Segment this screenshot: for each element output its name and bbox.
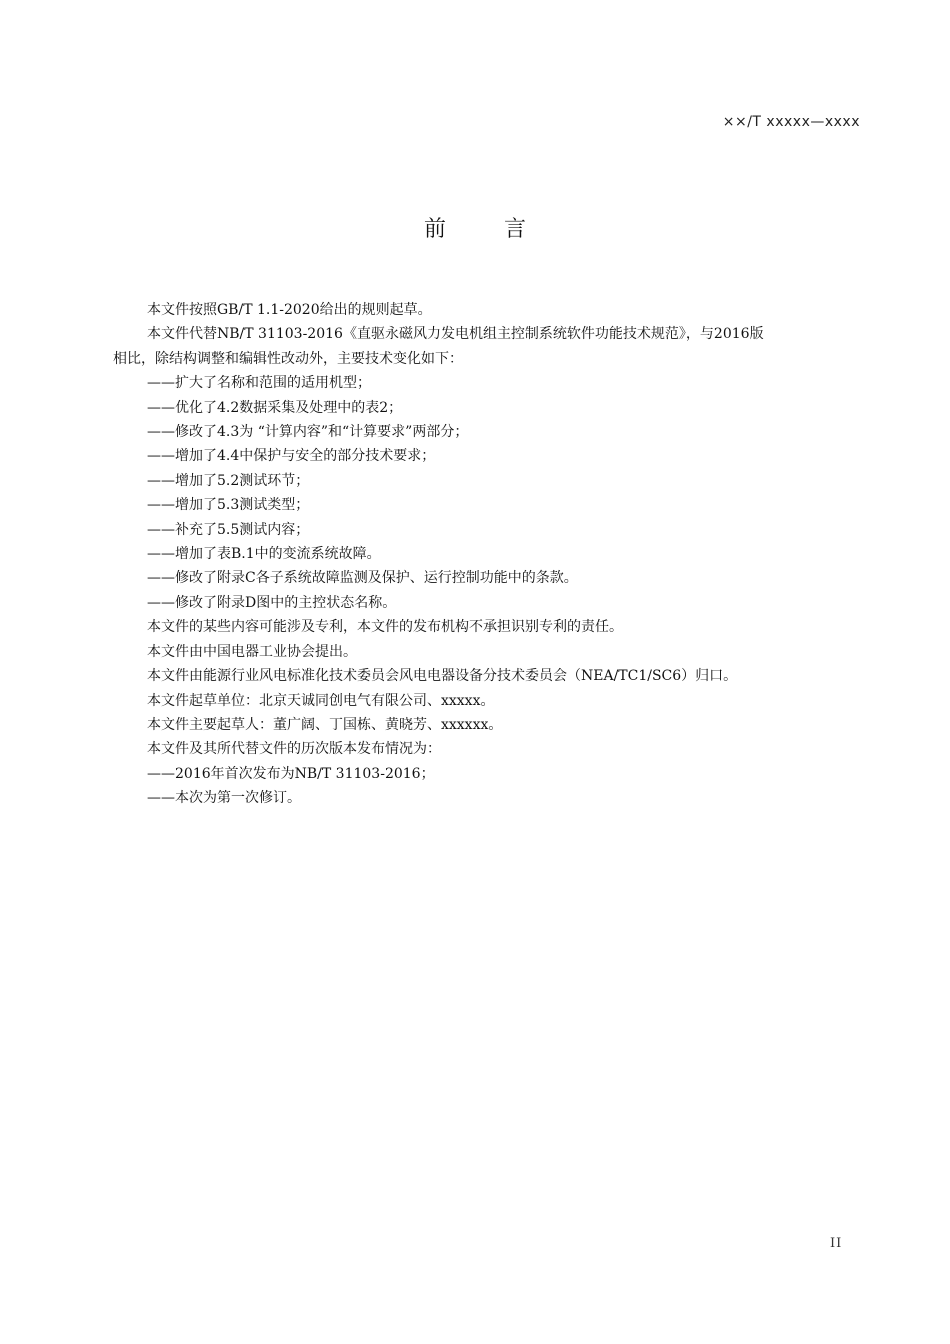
change-item: ——补充了5.5测试内容； — [147, 521, 310, 538]
standard-code-header: ××/T xxxxx—xxxx — [722, 114, 860, 130]
replaces-paragraph-line1: 本文件代替NB/T 31103-2016《直驱永磁风力发电机组主控制系统软件功能技术规范》，与2016版 — [147, 326, 764, 343]
change-item: ——增加了表B.1中的变流系统故障。 — [147, 546, 381, 563]
title-char-2: 言 — [504, 217, 527, 242]
history-intro: 本文件及其所代替文件的历次版本发布情况为： — [147, 741, 441, 758]
drafting-units: 本文件起草单位：北京天诚同创电气有限公司、xxxxx。 — [147, 692, 495, 709]
foreword-body — [113, 298, 863, 811]
change-item: ——修改了附录D图中的主控状态名称。 — [147, 594, 397, 611]
change-item: ——增加了4.4中保护与安全的部分技术要求； — [147, 448, 436, 465]
title-char-1: 前 — [423, 217, 446, 242]
history-item: ——本次为第一次修订。 — [147, 790, 301, 807]
page-number: II — [830, 1236, 843, 1251]
centralized-by: 本文件由能源行业风电标准化技术委员会风电电器设备分技术委员会（NEA/TC1/SC6）归口。 — [147, 668, 738, 685]
change-item: ——扩大了名称和范围的适用机型； — [147, 375, 371, 392]
change-item: ——修改了附录C各子系统故障监测及保护、运行控制功能中的条款。 — [147, 570, 578, 587]
replaces-paragraph-line2: 相比，除结构调整和编辑性改动外，主要技术变化如下： — [113, 350, 463, 367]
proposed-by: 本文件由中国电器工业协会提出。 — [147, 643, 357, 660]
history-item: ——2016年首次发布为NB/T 31103-2016； — [147, 765, 435, 782]
change-item: ——增加了5.3测试类型； — [147, 497, 310, 514]
page-title — [0, 212, 950, 243]
patent-notice: 本文件的某些内容可能涉及专利，本文件的发布机构不承担识别专利的责任。 — [147, 619, 623, 636]
drafting-rule-paragraph: 本文件按照GB/T 1.1-2020给出的规则起草。 — [147, 302, 432, 318]
change-item: ——增加了5.2测试环节； — [147, 472, 310, 489]
change-item: ——优化了4.2数据采集及处理中的表2； — [147, 399, 403, 416]
drafters: 本文件主要起草人：董广阔、丁国栋、黄晓芳、xxxxxx。 — [147, 716, 503, 733]
change-item: ——修改了4.3为 “计算内容”和“计算要求”两部分； — [147, 424, 469, 441]
